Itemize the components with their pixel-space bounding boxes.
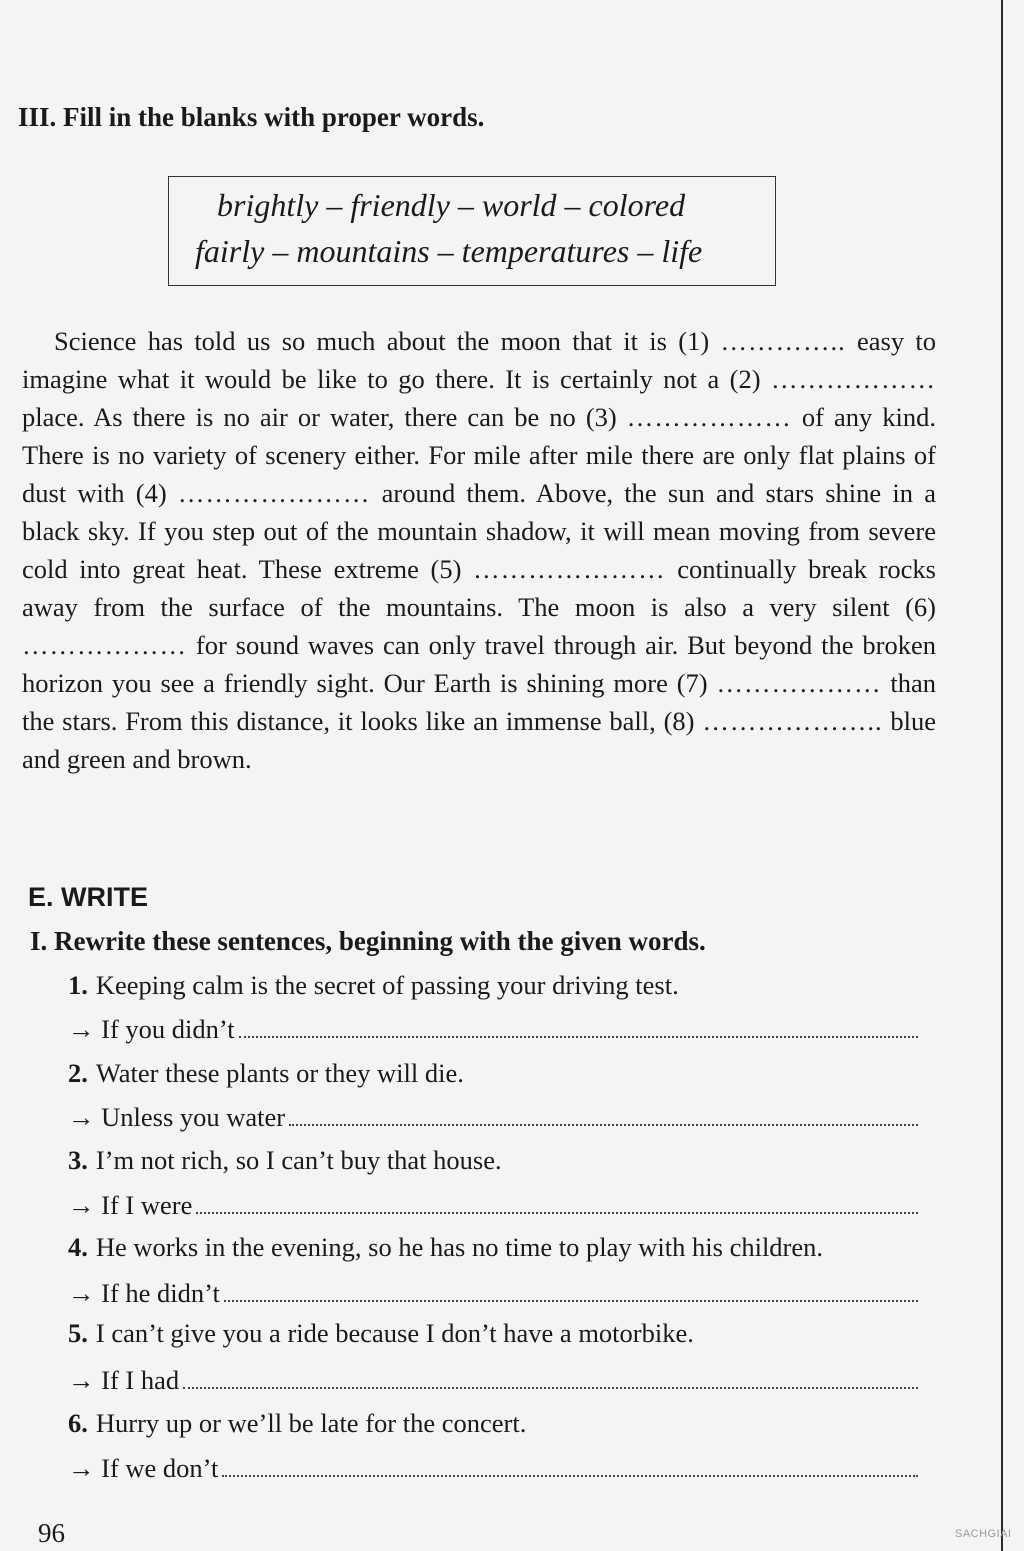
passage-text: around them. Above, the sun and stars shine in a black sky. If you step out of the mountain shadow, it will mean moving from severe cold into great heat. These extreme (5) — [22, 478, 937, 584]
item-number: 2. — [68, 1058, 88, 1088]
item-sentence: Hurry up or we’ll be late for the concert. — [95, 1408, 527, 1438]
answer-prompt: → If you didn’t — [68, 1014, 235, 1044]
page-edge-rule — [1001, 0, 1003, 1551]
answer-blank[interactable] — [196, 1194, 918, 1214]
exercise-item-1 — [68, 970, 918, 1001]
word-box — [168, 176, 776, 286]
blank-4[interactable]: ………………… — [177, 478, 371, 508]
item-sentence: He works in the evening, so he has no time to play with his children. — [95, 1232, 824, 1262]
blank-1[interactable]: ………….. — [720, 326, 846, 356]
watermark-logo: SACHGIAI — [955, 1528, 1012, 1540]
exercise-item-4 — [68, 1232, 918, 1263]
answer-line-3[interactable] — [68, 1190, 918, 1221]
answer-prompt: → If I had — [68, 1365, 180, 1395]
answer-line-5[interactable] — [68, 1365, 918, 1396]
blank-6[interactable]: ……………… — [22, 630, 187, 660]
section-e-title: E. WRITE — [28, 882, 148, 912]
answer-line-4[interactable] — [68, 1278, 918, 1309]
exercise-item-6 — [68, 1408, 918, 1439]
blank-3[interactable]: ……………… — [626, 402, 792, 432]
blank-7[interactable]: ……………… — [716, 668, 882, 698]
blank-5[interactable]: ………………… — [473, 554, 666, 584]
item-number: 1. — [68, 970, 88, 1000]
exercise-item-2 — [68, 1058, 918, 1089]
answer-prompt: → If I were — [68, 1190, 193, 1220]
passage-text: than the stars. From this distance, it looks like an immense ball, (8) — [22, 668, 936, 736]
section-3-heading: III. Fill in the blanks with proper words. — [18, 102, 485, 132]
answer-blank[interactable] — [183, 1369, 918, 1389]
blank-2[interactable]: ……………… — [771, 364, 937, 394]
item-number: 4. — [68, 1232, 88, 1262]
passage-text: for sound waves can only travel through air. But beyond the broken horizon you see a friendly sight. Our Earth is shining more (7) — [22, 630, 936, 698]
blank-8[interactable]: ……………….. — [702, 706, 883, 736]
passage-text: continually break rocks away from the surface of the mountains. The moon is also a very silent (6) — [22, 554, 936, 622]
passage-text: of any kind. There is no variety of scenery either. For mile after mile there are only flat plains of dust with (4) — [22, 402, 936, 508]
reading-passage — [22, 322, 936, 778]
passage-text: place. As there is no air or water, there can be no (3) — [22, 402, 617, 432]
passage-text: easy to imagine what it would be like to go there. It is certainly not a (2) — [22, 326, 936, 394]
answer-line-1[interactable] — [68, 1014, 918, 1045]
answer-line-6[interactable] — [68, 1453, 918, 1484]
answer-blank[interactable] — [289, 1106, 918, 1126]
item-sentence: Water these plants or they will die. — [95, 1058, 464, 1088]
item-sentence: I’m not rich, so I can’t buy that house. — [95, 1145, 502, 1175]
item-number: 3. — [68, 1145, 88, 1175]
page-number: 96 — [38, 1518, 65, 1548]
answer-blank[interactable] — [224, 1282, 918, 1302]
answer-prompt: → If we don’t — [68, 1453, 219, 1483]
answer-prompt: → If he didn’t — [68, 1278, 220, 1308]
exercise-item-5 — [68, 1318, 918, 1349]
section-e-subheading: I. Rewrite these sentences, beginning with the given words. — [30, 926, 706, 956]
answer-blank[interactable] — [222, 1457, 918, 1477]
item-number: 6. — [68, 1408, 88, 1438]
answer-prompt: → Unless you water — [68, 1102, 286, 1132]
word-box-line-1: brightly – friendly – world – colored — [217, 187, 686, 223]
passage-text: Science has told us so much about the moon that it is (1) — [54, 326, 710, 356]
word-box-line-2: fairly – mountains – temperatures – life — [195, 233, 703, 269]
item-number: 5. — [68, 1318, 88, 1348]
passage-text: blue and green and brown. — [22, 706, 936, 774]
item-sentence: I can’t give you a ride because I don’t have a motorbike. — [95, 1318, 694, 1348]
answer-blank[interactable] — [239, 1018, 918, 1038]
answer-line-2[interactable] — [68, 1102, 918, 1133]
exercise-item-3 — [68, 1145, 918, 1176]
item-sentence: Keeping calm is the secret of passing your driving test. — [95, 970, 679, 1000]
